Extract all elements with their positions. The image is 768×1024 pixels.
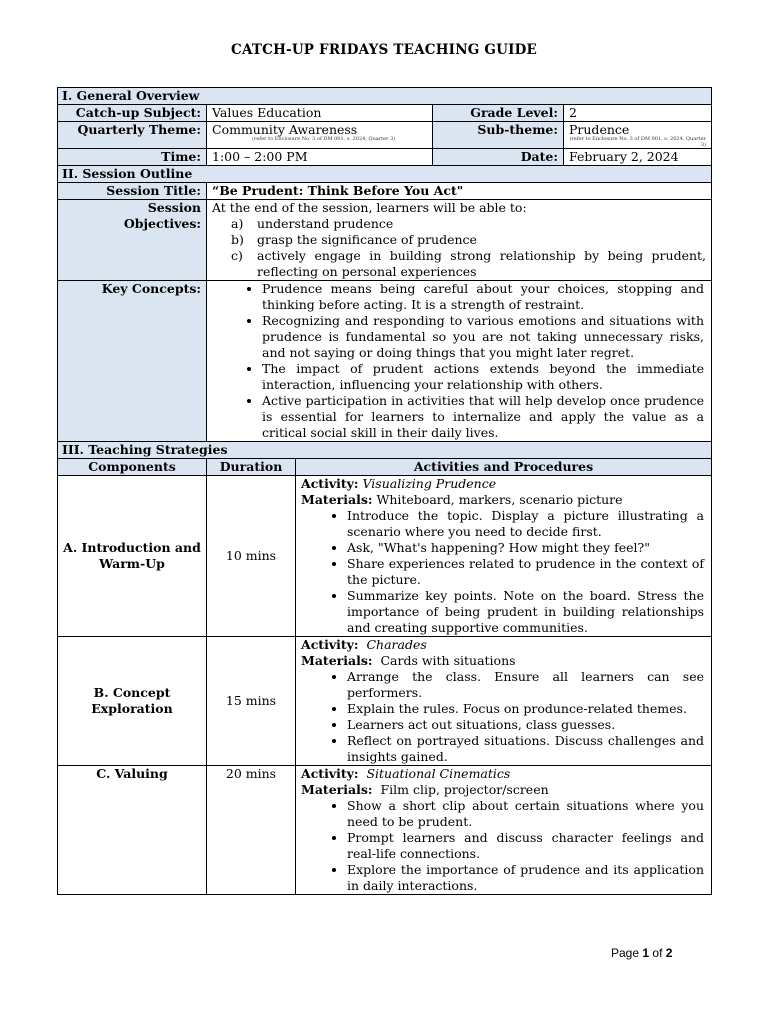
document-title: CATCH-UP FRIDAYS TEACHING GUIDE [231,42,537,58]
teaching-guide-table [57,87,712,895]
page-number: Page 1 of 2 [611,946,673,960]
duration-value: 10 mins [207,476,296,637]
materials-value: Film clip, projector/screen [380,782,549,797]
list-item: • Introduce the topic. Display a picture illustrating a scenario where you need to decide first. [347,508,704,540]
materials-line: Materials: Film clip, projector/screen [301,782,549,797]
subtheme-label: Sub-theme: [433,122,564,149]
col-header-components: Components [58,459,207,476]
section-session-outline [58,166,712,183]
list-item: • The impact of prudent actions extends beyond the immediate interaction, influencing your relationship with others. [262,361,704,393]
duration-value: 20 mins [207,766,296,895]
materials-line: Materials: Whiteboard, markers, scenario picture [301,492,623,507]
list-item: • Ask, "What's happening? How might they feel?" [347,540,704,556]
row-objectives [58,200,712,281]
grade-value: 2 [564,105,712,122]
activity-cell [296,766,712,895]
subject-value: Values Education [207,105,433,122]
objectives-intro: At the end of the session, learners will be able to: [212,200,527,215]
objectives-label-line-2: Objectives: [123,216,201,231]
strategies-header-row [58,459,712,476]
subject-label: Catch-up Subject: [58,105,207,122]
theme-value: Community Awareness [212,122,358,137]
materials-value: Cards with situations [380,653,516,668]
list-item: • Recognizing and responding to various emotions and situations with prudence is fundamental so you are not taking unnecessary risks, and not saying or doing things that you might later regret. [262,313,704,361]
table-row [58,476,712,637]
component-name: B. Concept Exploration [58,637,207,766]
subtheme-cell [564,122,712,149]
key-concepts-list [212,281,706,441]
subtheme-value: Prudence [569,122,630,137]
row-theme [58,122,712,149]
component-name: C. Valuing [58,766,207,895]
key-concepts-label: Key Concepts: [58,281,207,442]
list-item: • Arrange the class. Ensure all learners can see performers. [347,669,704,701]
section-teaching-strategies [58,442,712,459]
activity-name: Visualizing Prudence [362,476,497,491]
theme-cell [207,122,433,149]
list-item: • Learners act out situations, class guesses. [347,717,704,733]
list-item: • Reflect on portrayed situations. Discuss challenges and insights gained. [347,733,704,765]
materials-line: Materials: Cards with situations [301,653,516,668]
col-header-activities: Activities and Procedures [296,459,712,476]
row-time [58,149,712,166]
activity-name: Situational Cinematics [366,766,511,781]
list-item: • Share experiences related to prudence in the context of the picture. [347,556,704,588]
list-item: • Prudence means being careful about your choices, stopping and thinking before acting. It is a strength of restraint. [262,281,704,313]
list-item: c) actively engage in building strong relationship by being prudent, reflecting on personal experiences [231,248,707,279]
activity-line: Activity: Visualizing Prudence [301,476,497,491]
theme-label: Quarterly Theme: [58,122,207,149]
list-item: • Active participation in activities that will help develop once prudence is essential for learners to internalize and apply the value as a critical social skill in their daily lives. [262,393,704,441]
time-label: Time: [58,149,207,166]
activity-line: Activity: Situational Cinematics [301,766,511,781]
date-label: Date: [433,149,564,166]
objectives-label-line-1: Session [147,200,201,215]
objectives-list [212,216,706,280]
row-session-title [58,183,712,200]
row-subject [58,105,712,122]
list-item: • Explain the rules. Focus on produnce-related themes. [347,701,704,717]
section-heading: III. Teaching Strategies [58,442,712,459]
procedure-list [301,798,706,894]
activity-name: Charades [366,637,427,652]
col-header-duration: Duration [207,459,296,476]
materials-value: Whiteboard, markers, scenario picture [376,492,623,507]
section-heading: II. Session Outline [58,166,712,183]
activity-cell [296,476,712,637]
activity-cell [296,637,712,766]
time-value: 1:00 – 2:00 PM [207,149,433,166]
component-name: A. Introduction and Warm-Up [58,476,207,637]
list-item: • Summarize key points. Note on the board. Stress the importance of being prudent in building relationships and creating supportive communities. [347,588,704,636]
list-item: • Prompt learners and discuss character feelings and real-life connections. [347,830,704,862]
session-title-value: “Be Prudent: Think Before You Act" [207,183,712,200]
date-value: February 2, 2024 [564,149,712,166]
table-row [58,637,712,766]
session-title-label: Session Title: [58,183,207,200]
duration-value: 15 mins [207,637,296,766]
activity-line: Activity: Charades [301,637,427,652]
list-item: b) grasp the significance of prudence [231,232,477,247]
procedure-list [301,669,706,765]
subtheme-note: (refer to Enclosure No. 3 of DM 001, s. 2024, Quarter 3) [569,136,707,148]
objectives-label [58,200,207,281]
theme-note: (refer to Enclosure No. 3 of DM 001, s. 2024, Quarter 3) [252,136,396,142]
list-item: • Explore the importance of prudence and its application in daily interactions. [347,862,704,894]
key-concepts-cell [207,281,712,442]
list-item: • Show a short clip about certain situations where you need to be prudent. [347,798,704,830]
objectives-cell [207,200,712,281]
procedure-list [301,508,706,636]
table-row [58,766,712,895]
section-general-overview [58,88,712,105]
list-item: a) understand prudence [231,216,394,231]
section-heading: I. General Overview [58,88,712,105]
row-key-concepts [58,281,712,442]
grade-label: Grade Level: [433,105,564,122]
